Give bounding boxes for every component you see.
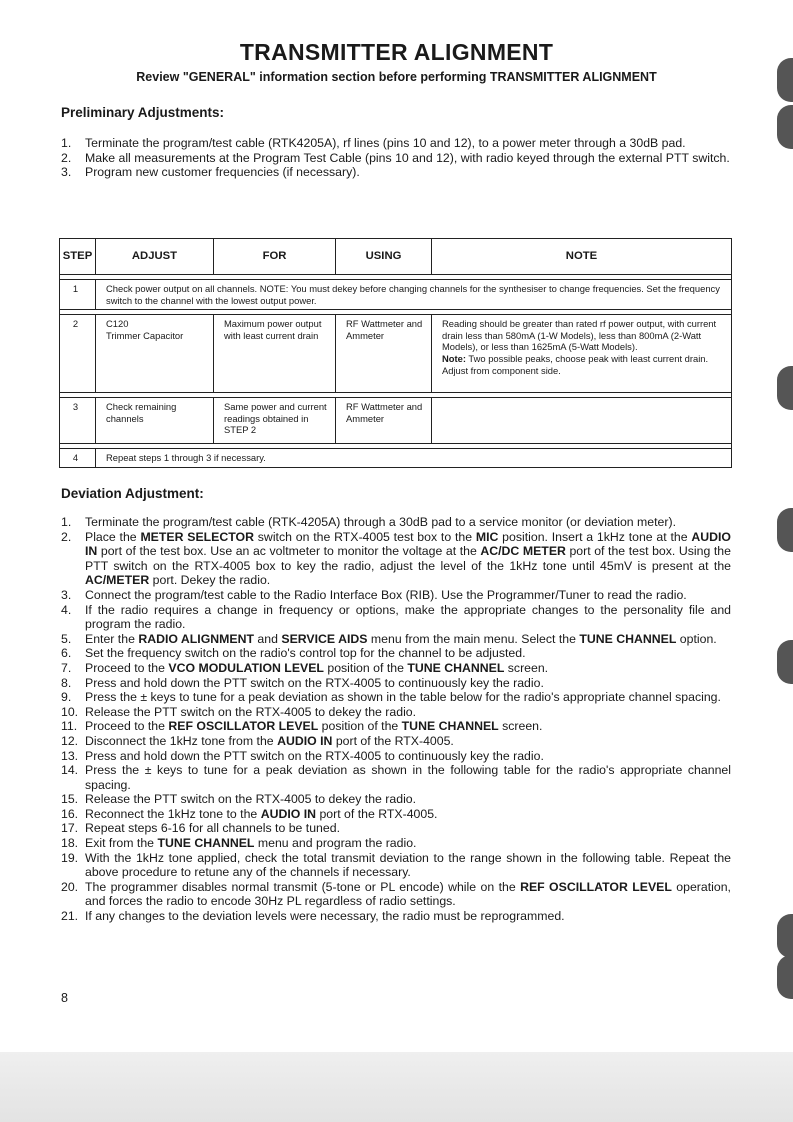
scan-footer-band	[0, 1052, 793, 1122]
list-number: 17.	[61, 821, 79, 836]
span-cell: Repeat steps 1 through 3 if necessary.	[96, 449, 732, 468]
page-number: 8	[61, 991, 68, 1005]
note-cell	[432, 315, 732, 393]
list-text: Proceed to the	[85, 660, 169, 675]
step-cell: 2	[60, 315, 96, 393]
list-item	[61, 880, 731, 909]
page-subtitle: Review "GENERAL" information section before performing TRANSMITTER ALIGNMENT	[136, 70, 657, 84]
list-text: position. Insert a 1kHz tone at the	[498, 529, 692, 544]
note-label: Note:	[442, 352, 466, 364]
edge-tab-mark	[777, 366, 793, 410]
deviation-heading: Deviation Adjustment:	[61, 486, 204, 501]
note-text: Two possible peaks, choose peak with least current drain. Adjust from component side.	[442, 352, 709, 376]
emphasis-text: SERVICE AIDS	[281, 631, 368, 646]
list-item	[61, 588, 731, 603]
step-cell: 3	[60, 398, 96, 444]
list-item	[61, 851, 731, 880]
list-text: Place the	[85, 529, 141, 544]
list-number: 3.	[61, 165, 72, 180]
adjust-cell: Check remaining channels	[96, 398, 214, 444]
list-item	[61, 821, 731, 836]
list-number: 1.	[61, 136, 72, 150]
list-text: Proceed to the	[85, 719, 169, 734]
emphasis-text: AC/DC METER	[480, 544, 566, 559]
list-text: and	[254, 631, 282, 646]
emphasis-text: REF OSCILLATOR LEVEL	[168, 719, 319, 734]
for-cell: Maximum power output with least current drain	[214, 315, 336, 393]
list-text: The programmer disables normal transmit (5-tone or PL encode) while on the	[85, 879, 521, 894]
list-text: option.	[676, 631, 717, 646]
list-number: 1.	[61, 515, 72, 529]
emphasis-text: TUNE CHANNEL	[401, 719, 499, 734]
list-number: 14.	[61, 763, 79, 778]
emphasis-text: TUNE CHANNEL	[407, 660, 505, 675]
list-number: 2.	[61, 150, 72, 165]
list-item	[61, 151, 731, 166]
header-using: USING	[336, 239, 432, 275]
list-text: port. Dekey the radio.	[149, 573, 271, 588]
table-row	[60, 398, 732, 444]
list-item	[61, 749, 731, 764]
list-item	[61, 530, 731, 588]
list-text: switch on the RTX-4005 test box to the	[254, 529, 476, 544]
list-item	[61, 646, 731, 661]
list-text: Connect the program/test cable to the Radio Interface Box (RIB). Use the Programmer/Tuner to read the radio.	[85, 587, 687, 602]
list-item	[61, 603, 731, 632]
list-text: Release the PTT switch on the RTX-4005 to dekey the radio.	[85, 792, 417, 807]
header-for: FOR	[214, 239, 336, 275]
for-cell: Same power and current readings obtained in STEP 2	[214, 398, 336, 444]
list-number: 11.	[61, 719, 78, 734]
deviation-list	[61, 515, 731, 924]
header-adjust: ADJUST	[96, 239, 214, 275]
header-note: NOTE	[432, 239, 732, 275]
list-number: 18.	[61, 836, 79, 851]
page-title: TRANSMITTER ALIGNMENT	[239, 39, 554, 65]
emphasis-text: METER SELECTOR	[140, 529, 254, 544]
list-text: screen.	[498, 719, 543, 734]
list-item	[61, 632, 731, 647]
list-item	[61, 807, 731, 822]
list-text: port of the test box. Using the PTT switch on the RTX-4005 box to key the radio, adjust the level of the 1kHz tone until 45mV is present at the	[85, 544, 731, 573]
list-number: 9.	[61, 690, 72, 705]
edge-tab-mark	[777, 508, 793, 552]
list-item	[61, 836, 731, 851]
list-number: 16.	[61, 806, 79, 821]
list-number: 4.	[61, 602, 72, 617]
preliminary-list	[61, 136, 731, 180]
emphasis-text: AUDIO IN	[85, 529, 731, 559]
list-text: Set the frequency switch on the radio's control top for the channel to be adjusted.	[85, 646, 526, 661]
emphasis-text: TUNE CHANNEL	[579, 631, 677, 646]
list-text: If any changes to the deviation levels were necessary, the radio must be reprogrammed.	[85, 909, 565, 924]
list-text: screen.	[504, 660, 549, 675]
list-text: Terminate the program/test cable (RTK4205A), rf lines (pins 10 and 12), to a power meter through a 30dB pad.	[85, 136, 686, 150]
list-number: 2.	[61, 529, 72, 544]
list-number: 12.	[61, 733, 79, 748]
list-number: 3.	[61, 587, 72, 602]
table-row	[60, 315, 732, 393]
list-item	[61, 661, 731, 676]
list-number: 10.	[61, 704, 79, 719]
list-item	[61, 705, 731, 720]
note-text: Reading should be greater than rated rf power output, with current drain less than 580mA (1-W Models), less than 800mA (2-Watt Models), or less than 1625mA (5-Watt Models).	[442, 318, 717, 353]
list-text: Press the ± keys to tune for a peak deviation as shown in the table below for the radio's appropriate channel spacing.	[85, 690, 721, 705]
preliminary-heading: Preliminary Adjustments:	[61, 105, 225, 120]
emphasis-text: RADIO ALIGNMENT	[138, 631, 255, 646]
list-text: Program new customer frequencies (if necessary).	[85, 165, 360, 180]
list-text: Disconnect the 1kHz tone from the	[85, 733, 278, 748]
edge-tab-mark	[777, 640, 793, 684]
emphasis-text: MIC	[475, 529, 499, 544]
list-number: 6.	[61, 646, 72, 661]
step-cell: 1	[60, 280, 96, 310]
list-text: If the radio requires a change in frequency or options, make the appropriate changes to the personality file and program the radio.	[85, 602, 731, 632]
list-text: Press the ± keys to tune for a peak deviation as shown in the following table for the radio's appropriate channel spacing.	[85, 763, 731, 792]
emphasis-text: AC/METER	[85, 573, 150, 588]
edge-tab-mark	[777, 914, 793, 958]
alignment-table	[59, 238, 732, 468]
list-text: operation, and forces the radio to encode 30Hz PL regardless of radio settings.	[85, 879, 731, 909]
list-text: Make all measurements at the Program Test Cable (pins 10 and 12), with radio keyed through the external PTT switch.	[85, 150, 730, 165]
list-item	[61, 515, 731, 530]
using-cell: RF Wattmeter and Ammeter	[336, 398, 432, 444]
note-cell	[432, 398, 732, 444]
edge-tab-mark	[777, 58, 793, 102]
emphasis-text: AUDIO IN	[260, 806, 317, 821]
list-number: 8.	[61, 675, 72, 690]
list-text: menu from the main menu. Select the	[367, 631, 580, 646]
list-item	[61, 165, 731, 180]
list-text: menu and program the radio.	[254, 836, 417, 851]
list-item	[61, 676, 731, 691]
list-text: Reconnect the 1kHz tone to the	[85, 806, 261, 821]
list-item	[61, 734, 731, 749]
table-row	[60, 280, 732, 310]
list-number: 15.	[61, 792, 79, 807]
emphasis-text: REF OSCILLATOR LEVEL	[520, 879, 672, 894]
using-cell: RF Wattmeter and Ammeter	[336, 315, 432, 393]
table-header-row	[60, 239, 732, 275]
list-item	[61, 690, 731, 705]
list-text: Repeat steps 6-16 for all channels to be tuned.	[85, 821, 340, 836]
edge-tab-mark	[777, 955, 793, 999]
list-text: port of the RTX-4005.	[332, 733, 454, 748]
list-number: 19.	[61, 850, 79, 865]
list-item	[61, 909, 731, 924]
list-number: 5.	[61, 631, 72, 646]
table-row	[60, 449, 732, 468]
list-text: Exit from the	[85, 836, 158, 851]
list-text: position of the	[323, 660, 408, 675]
list-item	[61, 763, 731, 792]
list-text: Enter the	[85, 631, 139, 646]
list-text: port of the test box. Use an ac voltmeter to monitor the voltage at the	[97, 544, 481, 559]
emphasis-text: TUNE CHANNEL	[157, 836, 255, 851]
span-cell: Check power output on all channels. NOTE: You must dekey before changing channels for the synthesiser to change frequencies. Set the frequency switch to the channel with the lowest output power.	[96, 280, 732, 310]
list-text: With the 1kHz tone applied, check the total transmit deviation to the range shown in the following table. Repeat the above procedure to retune any of the channels if necessary.	[85, 850, 731, 880]
list-number: 20.	[61, 879, 79, 894]
list-text: Release the PTT switch on the RTX-4005 to dekey the radio.	[85, 704, 417, 719]
list-text: port of the RTX-4005.	[316, 806, 438, 821]
list-text: Press and hold down the PTT switch on the RTX-4005 to continuously key the radio.	[85, 748, 544, 763]
list-text: Terminate the program/test cable (RTK-4205A) through a 30dB pad to a service monitor (or deviation meter).	[85, 515, 676, 529]
list-item	[61, 792, 731, 807]
header-step: STEP	[60, 239, 96, 275]
emphasis-text: VCO MODULATION LEVEL	[168, 660, 324, 675]
list-item	[61, 719, 731, 734]
list-item	[61, 136, 731, 151]
adjust-cell: C120 Trimmer Capacitor	[96, 315, 214, 393]
step-cell: 4	[60, 449, 96, 468]
list-number: 21.	[61, 909, 79, 924]
list-number: 13.	[61, 748, 79, 763]
list-number: 7.	[61, 660, 72, 675]
list-text: Press and hold down the PTT switch on the RTX-4005 to continuously key the radio.	[85, 675, 544, 690]
list-text: position of the	[318, 719, 402, 734]
emphasis-text: AUDIO IN	[277, 733, 333, 748]
edge-tab-mark	[777, 105, 793, 149]
